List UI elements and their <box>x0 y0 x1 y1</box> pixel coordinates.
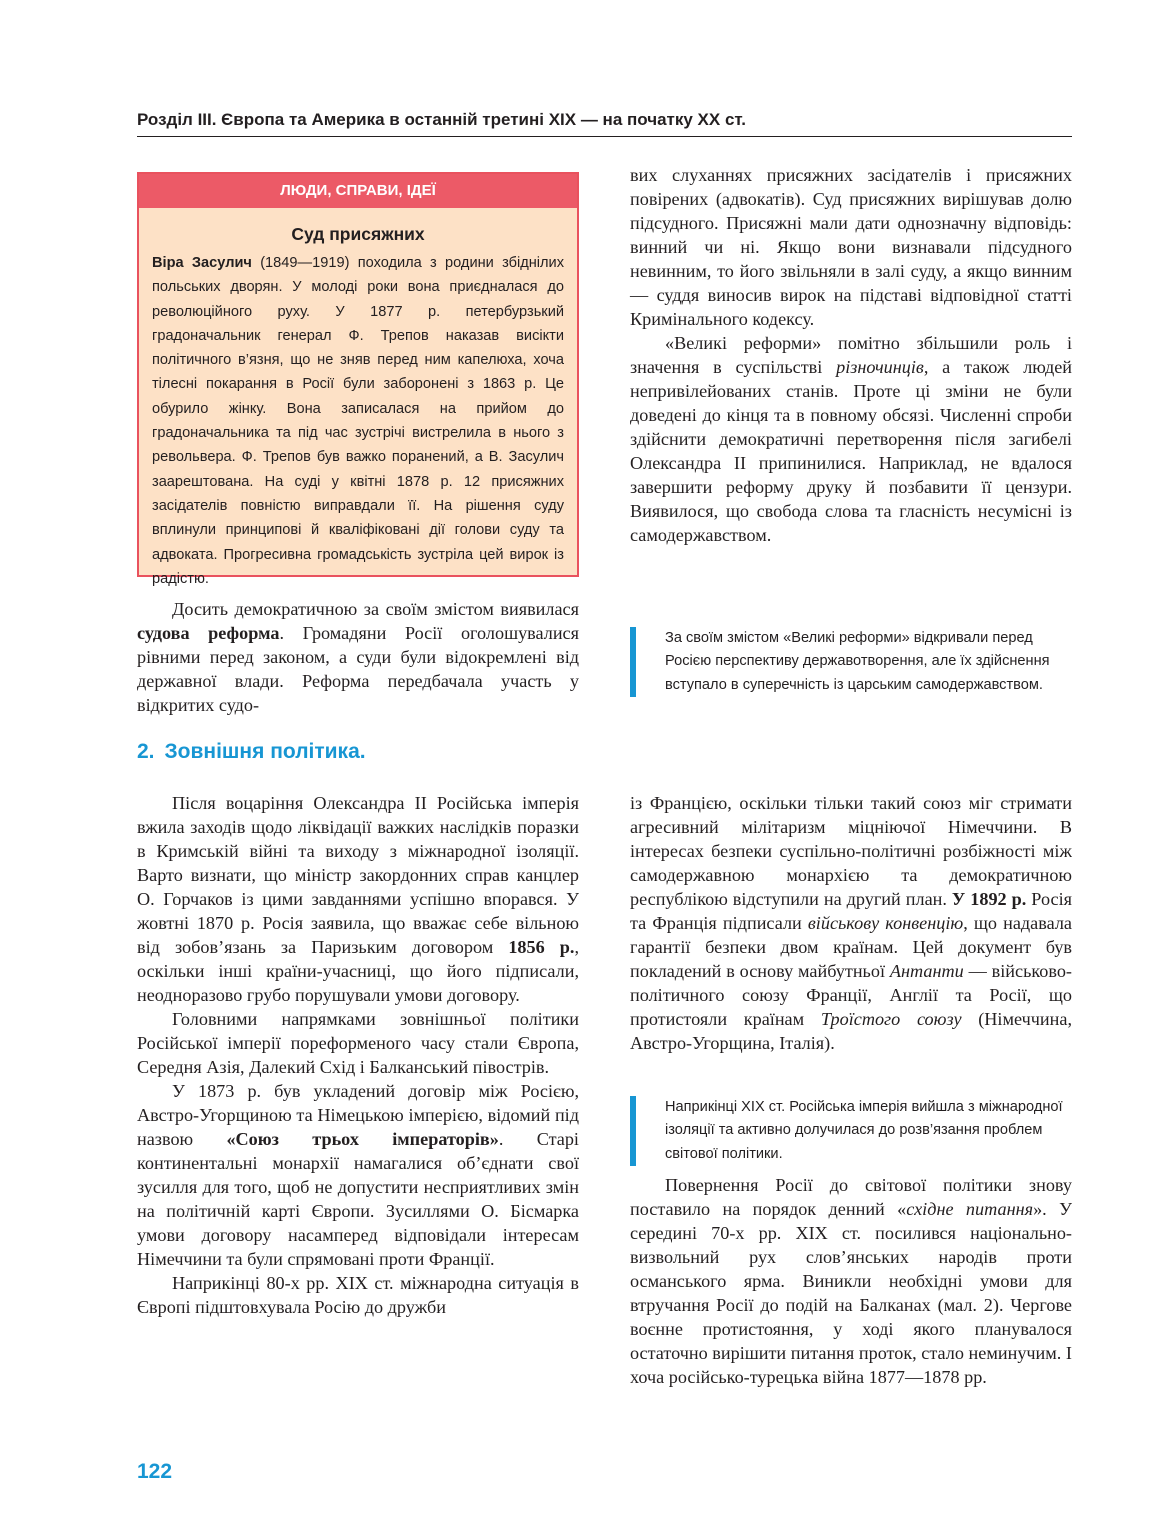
text: , а також людей непривілейованих станів. Проте ці зміни не були доведені до кінця та в повному обсязі. Численні спроби здійснити демократичні перетворення після загибелі Олександра ІІ припинилися. Наприклад, не вдалося завершити реформу друку й позбавити її цензури. Виявилося, що свобода слова та гласність несумісні із самодержавством. <box>630 357 1073 545</box>
left-column-bottom <box>137 791 579 1319</box>
italic-term: Антанти <box>889 961 964 981</box>
text: Досить демократичною за своїм змістом виявилася <box>172 599 579 619</box>
bold-term: 1856 р. <box>508 937 575 957</box>
italic-term: різночинців <box>836 357 924 377</box>
text: із Францією, оскільки тільки такий союз міг стримати агресивний мілітаризм міцніючої Німеччини. В інтересах безпеки суспільно-політичні розбіжності між самодержавною монархією та демократичною республікою відступили на другий план. <box>630 793 1072 909</box>
right-column-bottom-continued <box>630 1173 1072 1389</box>
running-head: Розділ ІІІ. Європа та Америка в останній третині ХІХ — на початку ХХ ст. <box>137 110 746 129</box>
italic-term: східне питання <box>906 1199 1034 1219</box>
people-deeds-ideas-box <box>137 172 579 587</box>
box-person-name: Віра Засулич <box>152 255 252 271</box>
side-note: За своїм змістом «Великі реформи» відкривали перед Росією перспективу державотворення, але їх здійснення вступало в суперечність із царським самодержавством. <box>630 627 1072 697</box>
paragraph <box>630 1173 1072 1389</box>
text: . Громадяни Росії оголошувалися рівними перед законом, а суди були відокремлені від державної влади. Реформа передбачала участь у відкритих судо- <box>137 623 579 715</box>
box-title: Суд присяжних <box>291 224 425 244</box>
section-number: 2. <box>137 740 155 763</box>
text: У 1873 р. був укладений договір між Росією, Австро-Угорщиною та Німецькою імперією, відомий під назвою <box>137 1081 579 1149</box>
paragraph: Наприкінці 80-х рр. ХІХ ст. міжнародна ситуація в Європі підштовхувала Росію до дружби <box>137 1273 579 1317</box>
box-header: ЛЮДИ, СПРАВИ, ІДЕЇ <box>139 174 577 208</box>
text: , оскільки інші країни-учасниці, що його підписали, неодноразово грубо порушували умови договору. <box>137 937 579 1005</box>
text: Росія та Франція підписали <box>630 889 1072 933</box>
right-column-top <box>630 163 1072 547</box>
paragraph <box>630 791 1072 1055</box>
bold-term: «Союз трьох імператорів» <box>226 1129 499 1149</box>
text: Повернення Росії до світової політики знову поставило на порядок денний « <box>630 1175 1072 1219</box>
italic-term: Троїстого союзу <box>820 1009 962 1029</box>
box-body <box>152 251 564 591</box>
right-column-bottom <box>630 791 1072 1055</box>
paragraph: вих слуханнях присяжних засідателів і присяжних повірених (адвокатів). Суд присяжних вирішував долю підсудного. Присяжні мали дати однозначну відповідь: винний чи ні. Якщо вони визнавали підсудного невинним, то його звільняли в залі суду, а якщо винним — суддя виносив вирок на підставі відповідної статті Кримінального кодексу. <box>630 165 1072 329</box>
page-number: 122 <box>137 1460 173 1483</box>
text: , що надавала гарантії безпеки двом країнам. Цей документ був покладений в основу майбутньої <box>630 913 1072 981</box>
paragraph <box>137 1079 579 1271</box>
bold-term: У 1892 р. <box>951 889 1027 909</box>
paragraph: Головними напрямками зовнішньої політики Російської імперії пореформеного часу стали Європа, Середня Азія, Далекий Схід і Балканський півострів. <box>137 1009 579 1077</box>
side-note: Наприкінці ХІХ ст. Російська імперія вийшла з міжнародної ізоляції та активно долучилася до розв’язання проблем світової політики. <box>630 1096 1072 1166</box>
paragraph <box>137 791 579 1007</box>
paragraph <box>630 331 1072 547</box>
left-column-top <box>137 597 579 717</box>
text: ». У середині 70-х рр. ХІХ ст. посилився національно-визвольний рух слов’янських народів проти османського ярма. Виникли необхідні умови для втручання Росії до подій на Балканах (мал. 2). Чергове воєнне протистояння, у ході якого планувалося остаточно вирішити питання проток, стало неминучим. І хоча російсько-турецька війна 1877—1878 рр. <box>630 1199 1072 1387</box>
box-text: (1849—1919) походила з родини збіднілих польських дворян. У молоді роки вона приєдналася до революційного руху. У 1877 р. петербурзький градоначальник генерал Ф. Трепов наказав висікти політичного в’язня, що не зняв перед ним капелюха, хоча тілесні покарання в Росії були заборонені з 1863 р. Це обурило жінку. Вона записалася на прийом до градоначальника та під час зустрічі вистрелила в нього з револьвера. Ф. Трепов був важко поранений, а В. Засулич заарештована. На суді у квітні 1878 р. 12 присяжних засідателів повністю виправдали її. На рішення суду вплинули принципові й кваліфіковані дії голови суду та адвоката. Прогресивна громадськість зустріла цей вирок із радістю. <box>152 255 564 587</box>
section-title: Зовнішня політика. <box>164 740 366 763</box>
text: (Німеччина, Австро-Угорщина, Італія). <box>630 1009 1072 1053</box>
text: «Великі реформи» помітно збільшили роль і значення в суспільстві <box>630 333 1072 377</box>
bold-term: судова реформа <box>137 623 280 643</box>
text: . Старі континентальні монархії намагалися об’єднати свої зусилля для того, щоб не допустити несприятливих змін на політичній карті Європи. Зусиллями О. Бісмарка умови договору насамперед відповідали інтересам Німеччини та були спрямовані проти Франції. <box>137 1129 579 1269</box>
italic-term: військову конвенцію <box>807 913 964 933</box>
paragraph <box>137 597 579 717</box>
header-rule <box>137 136 1072 137</box>
section-heading <box>137 740 366 764</box>
text: Після воцаріння Олександра ІІ Російська імперія вжила заходів щодо ліквідації важких наслідків поразки в Кримській війні та виходу з міжнародної ізоляції. Варто визнати, що міністр закордонних справ канцлер О. Горчаков із цими завданнями успішно впорався. У жовтні 1870 р. Росія заявила, що вважає себе вільною від зобов’язань за Паризьким договором <box>137 793 579 957</box>
text: — військово-політичного союзу Франції, Англії та Росії, що протистояли країнам <box>630 961 1072 1029</box>
